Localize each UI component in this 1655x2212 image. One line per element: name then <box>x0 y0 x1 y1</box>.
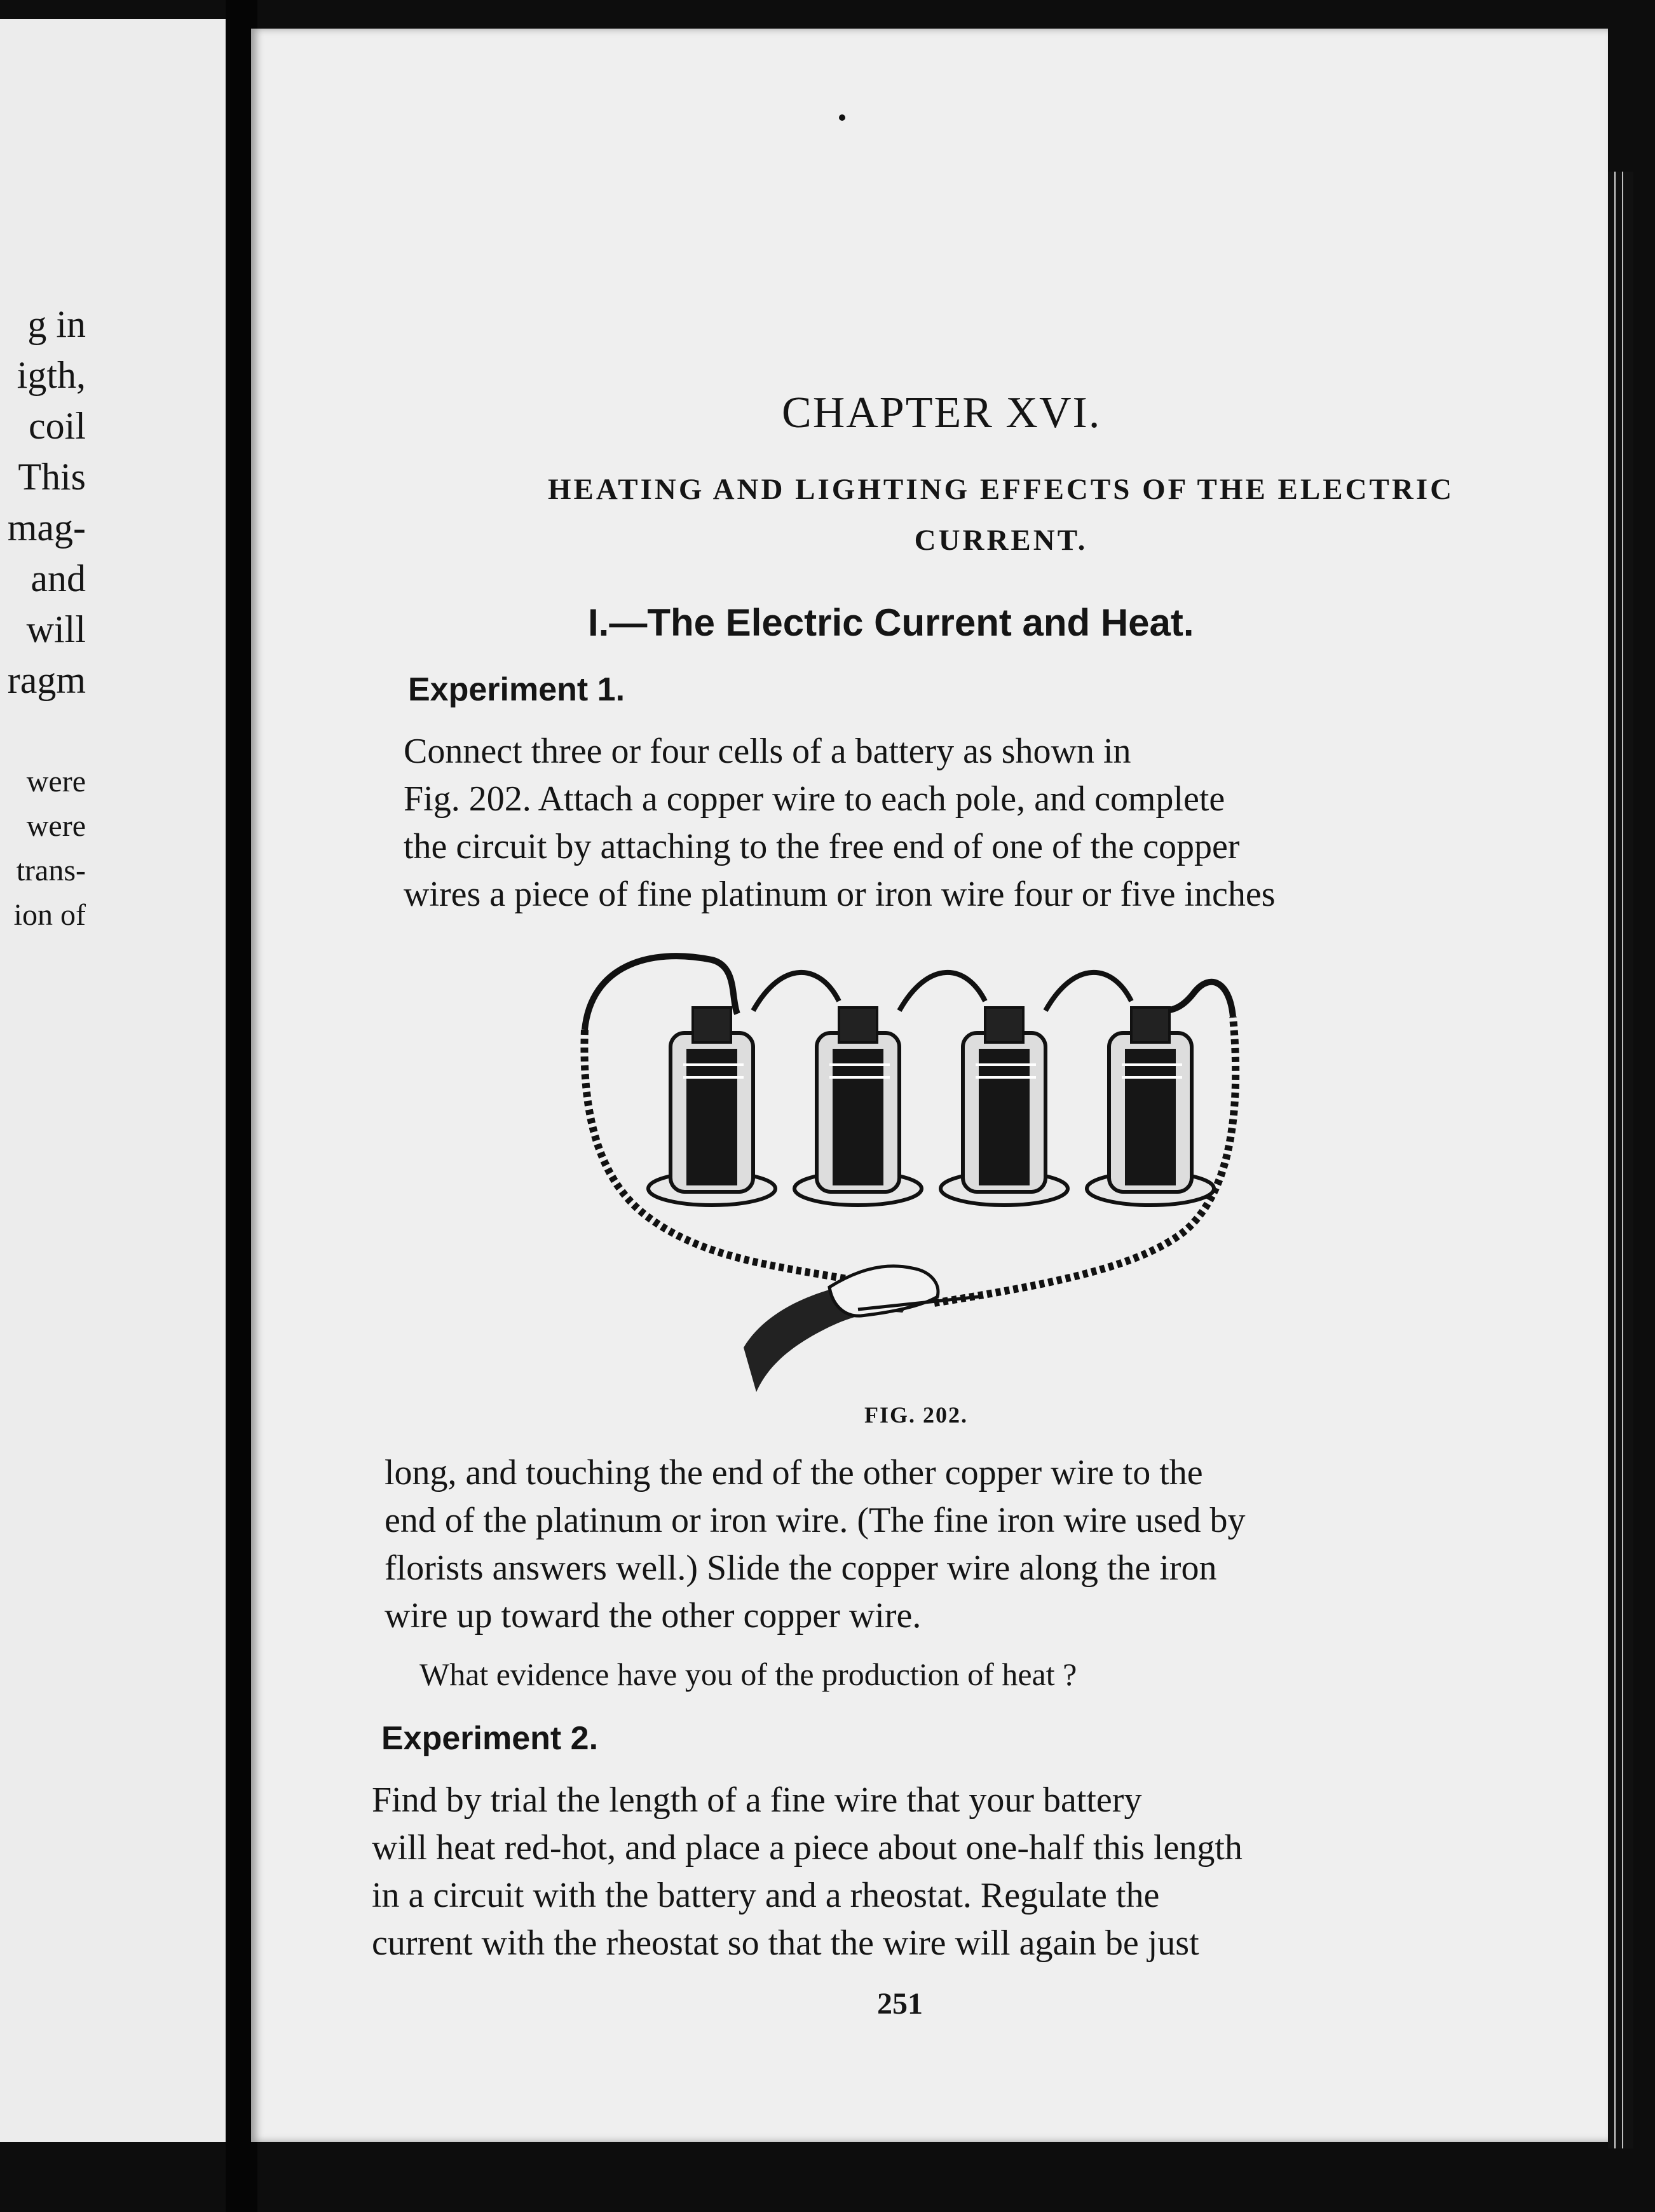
connector-wire <box>753 973 839 1011</box>
left-page-line: and <box>31 557 86 599</box>
left-page-line: ion of <box>13 898 86 932</box>
left-page <box>0 19 226 2142</box>
paragraph-line: wire up toward the other copper wire. <box>385 1596 922 1635</box>
paragraph-line: Fig. 202. Attach a copper wire to each pole, and complete <box>404 779 1225 819</box>
print-speck <box>839 114 845 121</box>
left-page-line: ragm <box>7 659 86 701</box>
chapter-subtitle <box>461 464 1541 566</box>
battery-figure <box>572 941 1258 1411</box>
experiment-paragraph <box>372 1777 1446 1967</box>
right-page <box>251 29 1608 2142</box>
paragraph-line: Find by trial the length of a fine wire that your battery <box>372 1780 1142 1820</box>
paragraph-line: current with the rheostat so that the wire will again be just <box>372 1923 1199 1963</box>
left-page-line: This <box>18 456 86 498</box>
paragraph-line: Connect three or four cells of a battery as shown in <box>404 732 1131 771</box>
experiment-heading: Experiment 1. <box>408 671 625 708</box>
battery-cell <box>648 1007 775 1205</box>
chapter-subtitle-line: HEATING AND LIGHTING EFFECTS OF THE ELECTRIC <box>547 473 1455 506</box>
left-page-line: coil <box>29 405 86 447</box>
left-page-line: were <box>26 765 86 798</box>
chapter-subtitle-line: CURRENT. <box>914 524 1088 557</box>
experiment-paragraph <box>404 728 1459 918</box>
wire-right-top <box>1163 982 1233 1017</box>
paragraph-line: florists answers well.) Slide the copper wire along the iron <box>385 1548 1217 1588</box>
paragraph-line: end of the platinum or iron wire. (The fine iron wire used by <box>385 1501 1246 1540</box>
left-page-line: g in <box>27 303 86 345</box>
connector-wire <box>1045 973 1131 1011</box>
page-edge <box>1608 172 1633 2148</box>
battery-cell <box>941 1007 1068 1205</box>
question-text: What evidence have you of the production of heat ? <box>419 1656 1077 1692</box>
left-page-line: mag- <box>7 507 86 549</box>
battery-cell <box>1087 1007 1214 1205</box>
battery-illustration <box>572 941 1258 1411</box>
left-page-line: trans- <box>16 854 86 887</box>
page-content <box>251 29 1608 2142</box>
paragraph-line: long, and touching the end of the other copper wire to the <box>385 1453 1203 1492</box>
section-heading: I.—The Electric Current and Heat. <box>588 601 1194 644</box>
connector-wire <box>899 973 985 1011</box>
continuation-paragraph <box>385 1449 1440 1640</box>
experiment-heading: Experiment 2. <box>381 1720 599 1757</box>
hand-illustration <box>744 1266 979 1392</box>
chapter-title: CHAPTER XVI. <box>782 388 1101 437</box>
battery-cell <box>794 1007 922 1205</box>
left-page-line: were <box>26 809 86 843</box>
page-number: 251 <box>877 1987 923 2021</box>
paragraph-line: will heat red-hot, and place a piece about one-half this length <box>372 1828 1243 1867</box>
paragraph-line: in a circuit with the battery and a rheostat. Regulate the <box>372 1876 1160 1915</box>
left-page-line: will <box>26 608 86 650</box>
paragraph-line: the circuit by attaching to the free end of one of the copper <box>404 827 1240 866</box>
figure-caption: FIG. 202. <box>864 1402 969 1428</box>
left-page-line: igth, <box>17 354 86 396</box>
paragraph-line: wires a piece of fine platinum or iron wire four or five inches <box>404 875 1276 914</box>
